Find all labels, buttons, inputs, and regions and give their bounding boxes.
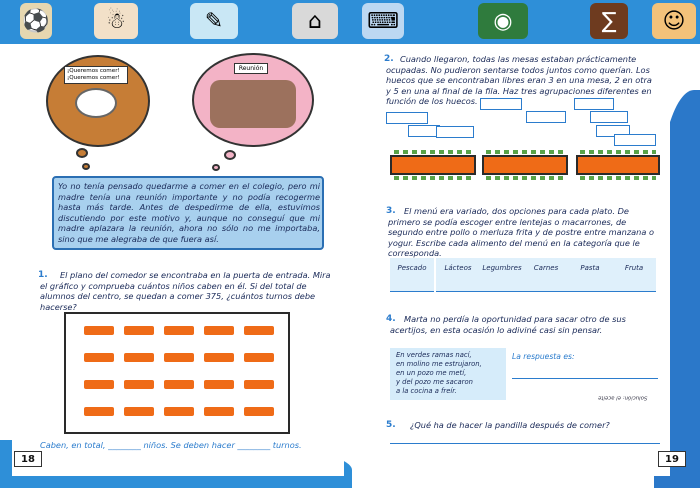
chairs-top <box>394 150 474 154</box>
dining-table <box>124 326 154 335</box>
q1-number: 1. <box>38 270 48 280</box>
meeting-cloud-label: Reunión <box>234 63 268 74</box>
dining-table <box>244 326 274 335</box>
riddle-line: en molino me estrujaron, <box>396 360 482 368</box>
menu-column-label: Legumbres <box>482 264 522 272</box>
solution-upside-down: Solución: el aceite <box>598 394 648 401</box>
menu-column-label: Lácteos <box>444 264 472 272</box>
long-table <box>390 155 476 175</box>
answer-line[interactable] <box>512 378 658 379</box>
dining-table <box>164 326 194 335</box>
chairs-top <box>486 150 566 154</box>
globe-icon: ◉ <box>478 3 528 39</box>
group-box <box>480 98 522 110</box>
children-icon: ⚽ <box>20 3 52 39</box>
cloud-dot <box>76 148 88 158</box>
cloud-dot <box>212 164 220 171</box>
q1-answer: Caben, en total, ________ niños. Se deben hacer ________ turnos. <box>40 440 302 450</box>
menu-column-label: Carnes <box>533 264 559 272</box>
dining-table <box>164 380 194 389</box>
chairs-top <box>580 150 656 154</box>
cloud-dot <box>224 150 236 160</box>
column-icon: ⌂ <box>292 3 338 39</box>
dining-table <box>84 407 114 416</box>
dining-table <box>84 353 114 362</box>
menu-column-label: Pescado <box>397 264 427 272</box>
menu-column-label: Fruta <box>624 264 644 272</box>
riddle-line: y del pozo me sacaron <box>396 378 473 386</box>
meeting-people-icon <box>210 80 296 128</box>
left-page-number: 18 <box>14 451 42 467</box>
q4-text: Marta no perdía la oportunidad para sacar otro de sus acertijos, en esta ocasión lo adiviné casi sin pensar. <box>390 314 626 335</box>
dining-table <box>204 407 234 416</box>
dining-table <box>244 353 274 362</box>
riddle-line: a la cocina a freír. <box>396 387 457 395</box>
dining-table <box>204 353 234 362</box>
group-box <box>436 126 474 138</box>
group-box <box>574 98 614 110</box>
dining-table <box>244 407 274 416</box>
dining-table <box>164 353 194 362</box>
kid-icon: ☺ <box>652 3 696 39</box>
math-icon: ∑ <box>590 3 628 39</box>
riddle-line: en un pozo me metí, <box>396 369 467 377</box>
adventure-icon: ☃ <box>94 3 138 39</box>
dining-table <box>124 380 154 389</box>
q1-text: El plano del comedor se encontraba en la puerta de entrada. Mira el gráfico y comprueba cuántos niños caben en él. Si del total de alumnos del centro, se quedan a comer 375, ¿cuántos turnos debe hacerse? <box>40 270 331 312</box>
chairs-bottom <box>394 176 474 180</box>
cloud-dot <box>82 163 90 170</box>
q4-number: 4. <box>386 314 396 324</box>
right-page-number: 19 <box>658 451 686 467</box>
dining-table <box>124 353 154 362</box>
chairs-bottom <box>580 176 656 180</box>
q5-number: 5. <box>386 420 396 430</box>
dining-table <box>244 380 274 389</box>
dining-table <box>204 326 234 335</box>
menu-column[interactable] <box>612 258 656 292</box>
q3-text: El menú era variado, dos opciones para cada plato. De primero se podía escoger entre lentejas o macarrones, de segundo entre pollo o merluza frita y de postre entre manzana o yogur. Escribe cada alimento del menú en la categoría que le corresponda. <box>388 206 654 259</box>
long-table <box>576 155 660 175</box>
long-table <box>482 155 568 175</box>
menu-column[interactable] <box>436 258 480 292</box>
group-box <box>590 111 628 123</box>
menu-column[interactable] <box>568 258 612 292</box>
menu-column[interactable] <box>390 258 434 292</box>
computer-icon: ⌨ <box>362 3 404 39</box>
q3-number: 3. <box>386 206 396 216</box>
dining-table <box>164 407 194 416</box>
group-box <box>386 112 428 124</box>
menu-column-label: Pasta <box>580 264 600 272</box>
q5-text: ¿Qué ha de hacer la pandilla después de comer? <box>410 420 610 430</box>
menu-column[interactable] <box>524 258 568 292</box>
plate-icon <box>75 88 117 118</box>
chairs-bottom <box>486 176 566 180</box>
q5-answer-line[interactable] <box>390 443 660 444</box>
dining-room-plan <box>64 312 290 434</box>
answer-label: La respuesta es: <box>512 352 575 361</box>
lunch-cloud-label: ¡Queremos comer! ¡Queremos comer! <box>64 66 128 84</box>
q2-text: Cuando llegaron, todas las mesas estaban prácticamente ocupadas. No pudieron sentarse todos juntos como querían. Los huecos que se encontraban libres eran 3 en una mesa, 2 en otra y 5 en una al final de la fila. Haz tres agrupaciones diferentes en función de los huecos. <box>386 54 652 107</box>
riddle-line: En verdes ramas nací, <box>396 351 472 359</box>
q2-number: 2. <box>384 54 394 64</box>
dining-table <box>124 407 154 416</box>
dining-table <box>204 380 234 389</box>
writing-icon: ✎ <box>190 3 238 39</box>
dining-table <box>84 380 114 389</box>
dining-table <box>84 326 114 335</box>
menu-column[interactable] <box>480 258 524 292</box>
group-box <box>526 111 566 123</box>
story-text: Yo no tenía pensado quedarme a comer en el colegio, pero mi madre tenía una reunión importante y no podía recogerme hasta más tarde. Antes de despedirme de ella, estuvimos discutiendo por este motivo y, aunque no conseguí que mi madre aplazara la reunión, ahora no sólo no me importaba, sino que me alegraba de que fuera así. <box>58 181 320 244</box>
group-box <box>614 134 656 146</box>
